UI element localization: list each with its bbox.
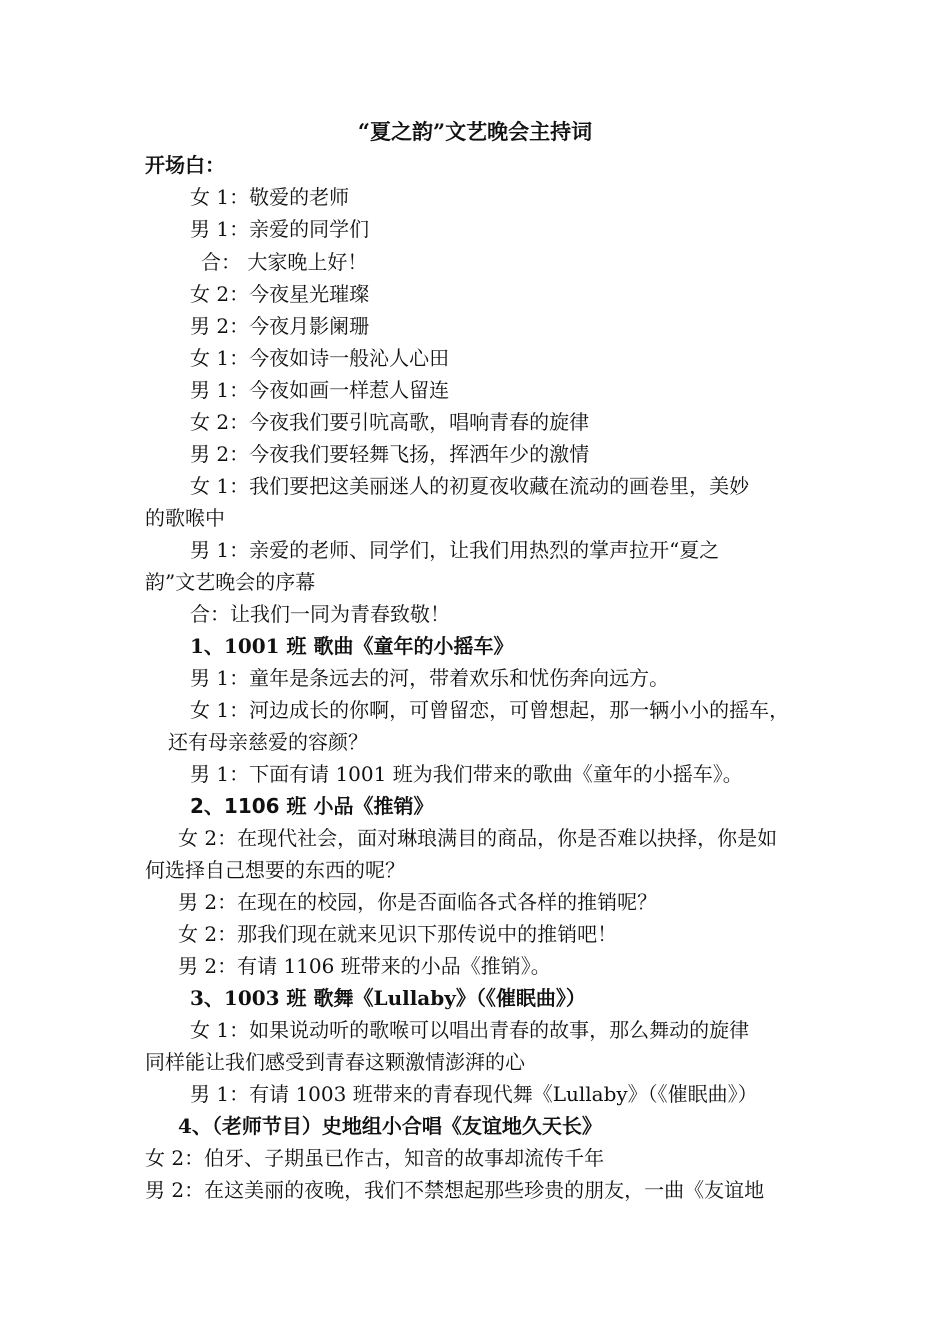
script-line: 女 1：河边成长的你啊，可曾留恋，可曾想起，那一辆小小的摇车，	[190, 698, 790, 722]
script-line: 男 1：今夜如画一样惹人留连	[190, 378, 450, 402]
script-line: 男 2：今夜我们要轻舞飞扬，挥洒年少的激情	[190, 442, 590, 466]
script-line: 男 2：在这美丽的夜晚，我们不禁想起那些珍贵的朋友，一曲《友谊地	[145, 1178, 765, 1202]
script-line: 合： 大家晚上好！	[201, 250, 368, 274]
script-line: 男 1：下面有请 1001 班为我们带来的歌曲《童年的小摇车》。	[190, 762, 743, 786]
script-line: 合：让我们一同为青春致敬！	[190, 602, 450, 626]
script-line: 男 2：在现在的校园，你是否面临各式各样的推销呢？	[178, 890, 658, 914]
script-line: 女 2：伯牙、子期虽已作古，知音的故事却流传千年	[145, 1146, 605, 1170]
script-line: 女 1：如果说动听的歌喉可以唱出青春的故事，那么舞动的旋律	[190, 1018, 750, 1042]
script-line: 男 1：有请 1003 班带来的青春现代舞《Lullaby》（《催眠曲》）	[190, 1082, 758, 1106]
script-line: 男 1：童年是条远去的河，带着欢乐和忧伤奔向远方。	[190, 666, 670, 690]
script-line: 男 2：今夜月影阑珊	[190, 314, 370, 338]
script-line: 女 2：在现代社会，面对琳琅满目的商品，你是否难以抉择，你是如	[178, 826, 778, 850]
script-line-continuation: 何选择自己想要的东西的呢？	[145, 858, 405, 882]
script-line: 女 2：今夜我们要引吭高歌，唱响青春的旋律	[190, 410, 590, 434]
script-line: 女 1：我们要把这美丽迷人的初夏夜收藏在流动的画卷里，美妙	[190, 474, 750, 498]
script-line: 女 2：那我们现在就来见识下那传说中的推销吧！	[178, 922, 618, 946]
program-heading-3: 3、1003 班 歌舞《Lullaby》（《催眠曲》）	[190, 986, 586, 1010]
script-line: 男 1：亲爱的老师、同学们，让我们用热烈的掌声拉开“夏之	[190, 538, 720, 562]
script-line-continuation: 同样能让我们感受到青春这颗激情澎湃的心	[145, 1050, 525, 1074]
script-line-continuation: 的歌喉中	[145, 506, 225, 530]
script-line-continuation: 韵”文艺晚会的序幕	[145, 570, 316, 594]
opening-heading: 开场白：	[145, 153, 225, 177]
script-line: 女 1：敬爱的老师	[190, 185, 350, 209]
program-heading-2: 2、1106 班 小品《推销》	[190, 794, 434, 818]
program-heading-4: 4、（老师节目）史地组小合唱《友谊地久天长》	[178, 1114, 602, 1138]
script-line: 女 2：今夜星光璀璨	[190, 282, 370, 306]
script-line: 男 1：亲爱的同学们	[190, 217, 370, 241]
script-line-continuation: 还有母亲慈爱的容颜？	[168, 730, 368, 754]
program-heading-1: 1、1001 班 歌曲《童年的小摇车》	[190, 634, 514, 658]
script-line: 女 1：今夜如诗一般沁人心田	[190, 346, 450, 370]
script-line: 男 2：有请 1106 班带来的小品《推销》。	[178, 954, 551, 978]
document-title: “夏之韵”文艺晚会主持词	[357, 119, 593, 144]
